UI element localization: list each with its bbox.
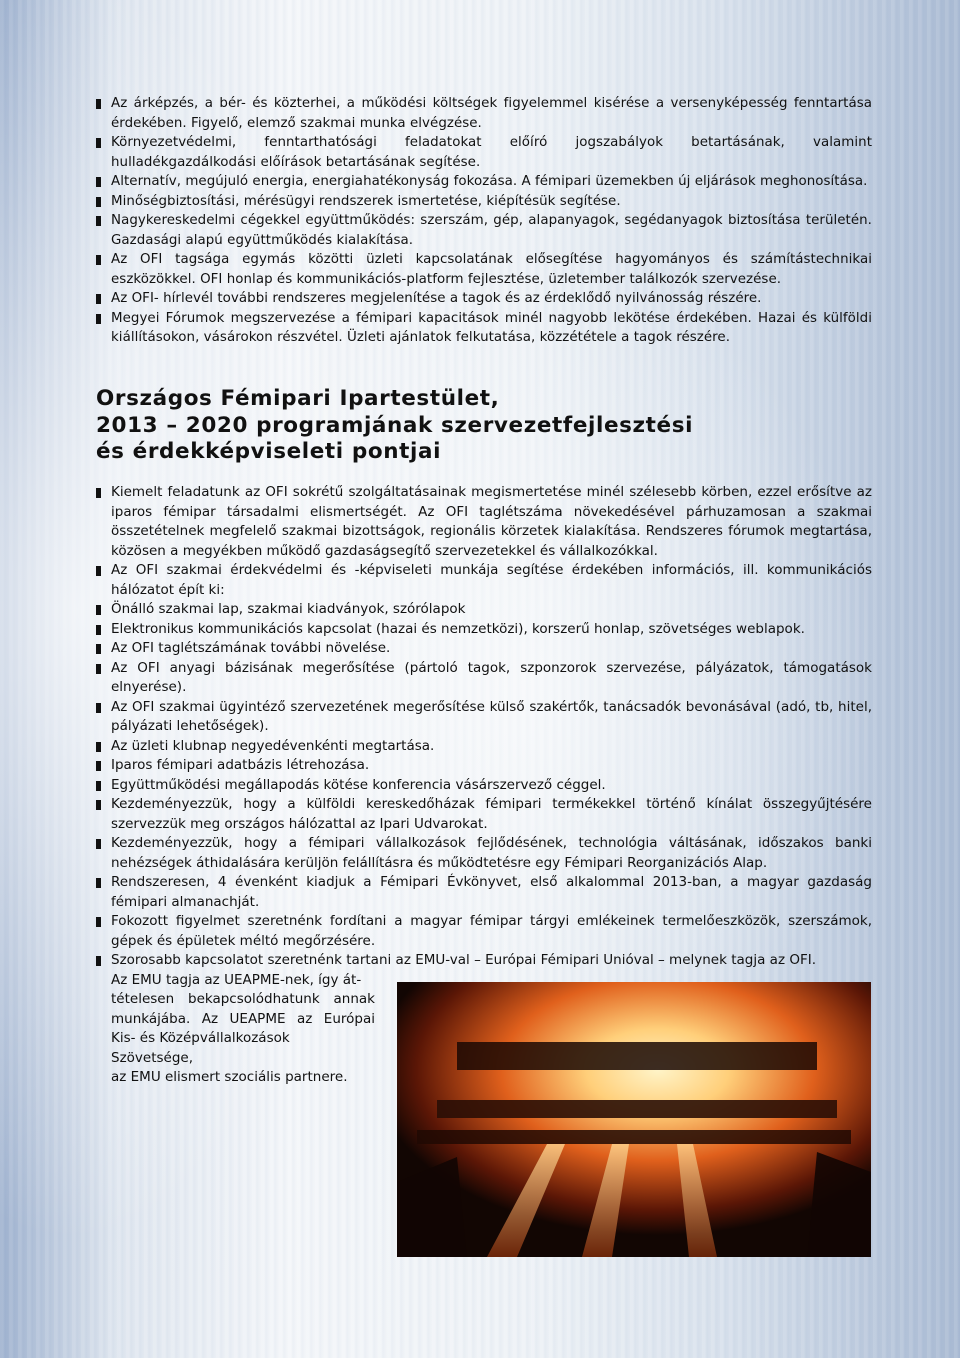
list-item: Az üzleti klubnap negyedévenkénti megtartása.	[96, 737, 872, 757]
continuation-line: Az EMU tagja az UEAPME-nek, így át-	[111, 971, 362, 988]
furnace-glow	[397, 982, 871, 1257]
list-item: Fokozott figyelmet szeretnénk fordítani a magyar fémipar tárgyi emlékeinek termelőeszközök, szerszámok, gépek és épületek méltó megőrzésére.	[96, 912, 872, 951]
furnace-lintel	[457, 1042, 817, 1070]
list-item: Együttműködési megállapodás kötése konferencia vásárszervező céggel.	[96, 776, 872, 796]
list-item: Kezdeményezzük, hogy a fémipari vállalkozások fejlődésének, technológia váltásának, időszakos banki nehézségek áthidalására kerüljön felállításra és működtetésre egy Fémipari Reorganizációs Alap.	[96, 834, 872, 873]
continuation-line: munkájába. Az UEAPME az Európai	[111, 1010, 375, 1027]
continuation-text	[96, 971, 375, 1088]
list-item: Kiemelt feladatunk az OFI sokrétű szolgáltatásainak megismertetése minél szélesebb körben, ezzel erősítve az iparos fémipar társadalmi elismertségét. Az OFI taglétszáma növekedésével párhuzamosan a szakmai összetételnek megfelelő szakmai bizottságok, regionális körzetek kialakítása. Rendszeres fórumok megtartása, közösen a megyékben működő gazdaságsegítő szervezetekkel és vállalkozókkal.	[96, 483, 872, 561]
furnace-rail	[417, 1130, 851, 1144]
list-item: Az OFI taglétszámának további növelése.	[96, 639, 872, 659]
list-item: Alternatív, megújuló energia, energiahatékonyság fokozása. A fémipari üzemekben új eljárások meghonosítása.	[96, 172, 872, 192]
section-heading	[96, 386, 872, 466]
list-item: Nagykereskedelmi cégekkel együttműködés: szerszám, gép, alapanyagok, segédanyagok biztosítása területén. Gazdasági alapú együttműködés kialakítása.	[96, 211, 872, 250]
continuation-line: Kis- és Középvállalkozások Szövetsége,	[111, 1030, 290, 1066]
furnace-illustration	[397, 982, 871, 1257]
furnace-shelf	[437, 1100, 837, 1118]
list-item: Az OFI tagsága egymás közötti üzleti kapcsolatának elősegítése hagyományos és számítástechnikai eszközökkel. OFI honlap és kommunikációs-platform fejlesztése, üzletember találkozók szervezése.	[96, 250, 872, 289]
heading-line-3: és érdekképviseleti pontjai	[96, 439, 442, 464]
list-item: Környezetvédelmi, fenntarthatósági feladatokat előíró jogszabályok betartásának, valamint hulladékgazdálkodási előírások betartásának segítése.	[96, 133, 872, 172]
list-item: Elektronikus kommunikációs kapcsolat (hazai és nemzetközi), korszerű honlap, szövetséges weblapok.	[96, 620, 872, 640]
heading-line-2: 2013 – 2020 programjának szervezetfejlesztési	[96, 412, 694, 438]
list-item: Az OFI- hírlevél további rendszeres megjelenítése a tagok és az érdeklődő nyilvánosság részére.	[96, 289, 872, 309]
heading-line-1: Országos Fémipari Ipartestület,	[96, 386, 500, 411]
list-item: Az OFI szakmai ügyintéző szervezetének megerősítése külső szakértők, tanácsadók bevonásával (adó, tb, hitel, pályázati lehetőségek).	[96, 698, 872, 737]
list-item: Önálló szakmai lap, szakmai kiadványok, szórólapok	[96, 600, 872, 620]
list-item: Megyei Fórumok megszervezése a fémipari kapacitások minél nagyobb lekötése érdekében. Hazai és külföldi kiállításokon, vásárokon részvétel. Üzleti ajánlatok felkutatása, közzététele a tagok részére.	[96, 309, 872, 348]
continuation-line: tételesen bekapcsolódhatunk annak	[111, 991, 375, 1007]
list-item: Iparos fémipari adatbázis létrehozása.	[96, 756, 872, 776]
list-item: Rendszeresen, 4 évenként kiadjuk a Fémipari Évkönyvet, első alkalommal 2013-ban, a magyar gazdaság fémipari almanachját.	[96, 873, 872, 912]
list-item: Kezdeményezzük, hogy a külföldi kereskedőházak fémipari termékekkel történő kínálat összegyűjtésére szervezzük meg országos hálózattal az Ipari Udvarokat.	[96, 795, 872, 834]
list-item: Minőségbiztosítási, mérésügyi rendszerek ismertetése, kiépítésük segítése.	[96, 192, 872, 212]
list-item: Az OFI szakmai érdekvédelmi és -képviseleti munkája segítése érdekében információs, ill. kommunikációs hálózatot épít ki:	[96, 561, 872, 600]
list-item: Az árképzés, a bér- és közterhei, a működési költségek figyelemmel kisérése a versenyképesség fenntartása érdekében. Figyelő, elemző szakmai munka elvégzése.	[96, 94, 872, 133]
intro-bullet-list	[96, 94, 872, 348]
list-item: Szorosabb kapcsolatot szeretnénk tartani az EMU-val – Európai Fémipari Unióval – melynek tagja az OFI.	[96, 951, 872, 971]
continuation-line: az EMU elismert szociális partnere.	[111, 1069, 348, 1085]
furnace-photo	[397, 982, 871, 1257]
list-item: Az OFI anyagi bázisának megerősítése (pártoló tagok, szponzorok szervezése, pályázatok, támogatások elnyerése).	[96, 659, 872, 698]
